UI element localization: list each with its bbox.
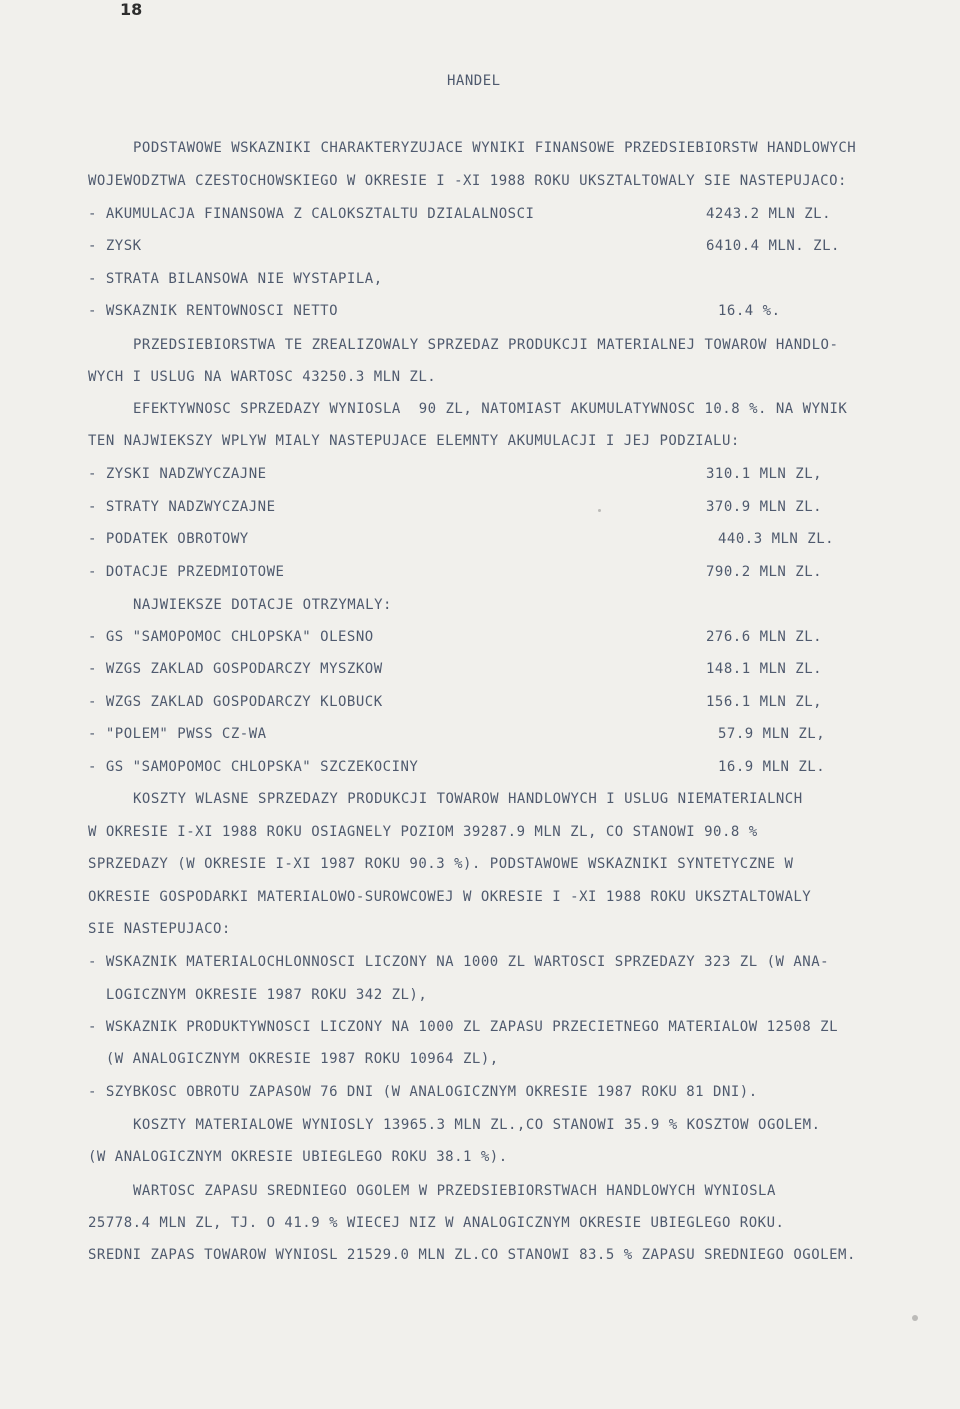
page-number: 18 (120, 0, 143, 19)
text-line: - WZGS ZAKLAD GOSPODARCZY KLOBUCK (88, 694, 383, 710)
text-line: PODSTAWOWE WSKAZNIKI CHARAKTERYZUJACE WYNIKI FINANSOWE PRZEDSIEBIORSTW HANDLOWYCH (133, 140, 857, 156)
text-line: KOSZTY MATERIALOWE WYNIOSLY 13965.3 MLN ZL.,CO STANOWI 35.9 % KOSZTOW OGOLEM. (133, 1117, 821, 1133)
text-line: - WSKAZNIK MATERIALOCHLONNOSCI LICZONY NA 1000 ZL WARTOSCI SPRZEDAZY 323 ZL (W ANA- (88, 954, 830, 970)
text-line: - "POLEM" PWSS CZ-WA (88, 726, 267, 742)
text-line: - GS "SAMOPOMOC CHLOPSKA" OLESNO (88, 629, 374, 645)
text-line: - SZYBKOSC OBROTU ZAPASOW 76 DNI (W ANALOGICZNYM OKRESIE 1987 ROKU 81 DNI). (88, 1084, 758, 1100)
value-klobuck: 156.1 MLN ZL, (706, 694, 823, 710)
text-line: - GS "SAMOPOMOC CHLOPSKA" SZCZEKOCINY (88, 759, 419, 775)
text-line: OKRESIE GOSPODARKI MATERIALOWO-SUROWCOWEJ W OKRESIE I -XI 1988 ROKU UKSZTALTOWALY (88, 889, 812, 905)
text-line: (W ANALOGICZNYM OKRESIE 1987 ROKU 10964 ZL), (88, 1051, 499, 1067)
value-rentownosc: 16.4 %. (718, 303, 781, 319)
text-line: - ZYSKI NADZWYCZAJNE (88, 466, 267, 482)
text-line: NAJWIEKSZE DOTACJE OTRZYMALY: (133, 597, 392, 613)
text-line: - STRATY NADZWYCZAJNE (88, 499, 276, 515)
text-line: - ZYSK (88, 238, 142, 254)
text-line: TEN NAJWIEKSZY WPLYW MIALY NASTEPUJACE ELEMNTY AKUMULACJI I JEJ PODZIALU: (88, 433, 740, 449)
text-line: - PODATEK OBROTOWY (88, 531, 249, 547)
text-line: PRZEDSIEBIORSTWA TE ZREALIZOWALY SPRZEDAZ PRODUKCJI MATERIALNEJ TOWAROW HANDLO- (133, 337, 839, 353)
value-myszkow: 148.1 MLN ZL. (706, 661, 823, 677)
text-line: SPRZEDAZY (W OKRESIE I-XI 1987 ROKU 90.3 %). PODSTAWOWE WSKAZNIKI SYNTETYCZNE W (88, 856, 794, 872)
text-line: SIE NASTEPUJACO: (88, 921, 231, 937)
value-polem: 57.9 MLN ZL, (718, 726, 826, 742)
ink-dot (598, 509, 601, 512)
value-dotacje-przedmiotowe: 790.2 MLN ZL. (706, 564, 823, 580)
ink-dot (912, 1315, 918, 1321)
text-line: EFEKTYWNOSC SPRZEDAZY WYNIOSLA 90 ZL, NATOMIAST AKUMULATYWNOSC 10.8 %. NA WYNIK (133, 401, 848, 417)
text-line: (W ANALOGICZNYM OKRESIE UBIEGLEGO ROKU 38.1 %). (88, 1149, 508, 1165)
text-line: - WZGS ZAKLAD GOSPODARCZY MYSZKOW (88, 661, 383, 677)
text-line: LOGICZNYM OKRESIE 1987 ROKU 342 ZL), (88, 987, 428, 1003)
text-line: SREDNI ZAPAS TOWAROW WYNIOSL 21529.0 MLN ZL.CO STANOWI 83.5 % ZAPASU SREDNIEGO OGOLEM. (88, 1247, 856, 1263)
value-olesno: 276.6 MLN ZL. (706, 629, 823, 645)
value-podatek-obrotowy: 440.3 MLN ZL. (718, 531, 835, 547)
value-zysk: 6410.4 MLN. ZL. (706, 238, 840, 254)
text-line: - WSKAZNIK RENTOWNOSCI NETTO (88, 303, 339, 319)
value-zyski-nadzwyczajne: 310.1 MLN ZL, (706, 466, 823, 482)
value-akumulacja: 4243.2 MLN ZL. (706, 206, 832, 222)
text-line: - AKUMULACJA FINANSOWA Z CALOKSZTALTU DZIALALNOSCI (88, 206, 535, 222)
value-straty-nadzwyczajne: 370.9 MLN ZL. (706, 499, 823, 515)
document-title: HANDEL (447, 73, 501, 89)
value-szczekociny: 16.9 MLN ZL. (718, 759, 826, 775)
text-line: WYCH I USLUG NA WARTOSC 43250.3 MLN ZL. (88, 369, 437, 385)
text-line: W OKRESIE I-XI 1988 ROKU OSIAGNELY POZIOM 39287.9 MLN ZL, CO STANOWI 90.8 % (88, 824, 758, 840)
text-line: KOSZTY WLASNE SPRZEDAZY PRODUKCJI TOWAROW HANDLOWYCH I USLUG NIEMATERIALNCH (133, 791, 803, 807)
text-line: - STRATA BILANSOWA NIE WYSTAPILA, (88, 271, 383, 287)
text-line: 25778.4 MLN ZL, TJ. O 41.9 % WIECEJ NIZ W ANALOGICZNYM OKRESIE UBIEGLEGO ROKU. (88, 1215, 785, 1231)
text-line: - DOTACJE PRZEDMIOTOWE (88, 564, 285, 580)
text-line: WOJEWODZTWA CZESTOCHOWSKIEGO W OKRESIE I -XI 1988 ROKU UKSZTALTOWALY SIE NASTEPUJACO: (88, 173, 847, 189)
text-line: - WSKAZNIK PRODUKTYWNOSCI LICZONY NA 1000 ZL ZAPASU PRZECIETNEGO MATERIALOW 12508 ZL (88, 1019, 839, 1035)
text-line: WARTOSC ZAPASU SREDNIEGO OGOLEM W PRZEDSIEBIORSTWACH HANDLOWYCH WYNIOSLA (133, 1183, 776, 1199)
